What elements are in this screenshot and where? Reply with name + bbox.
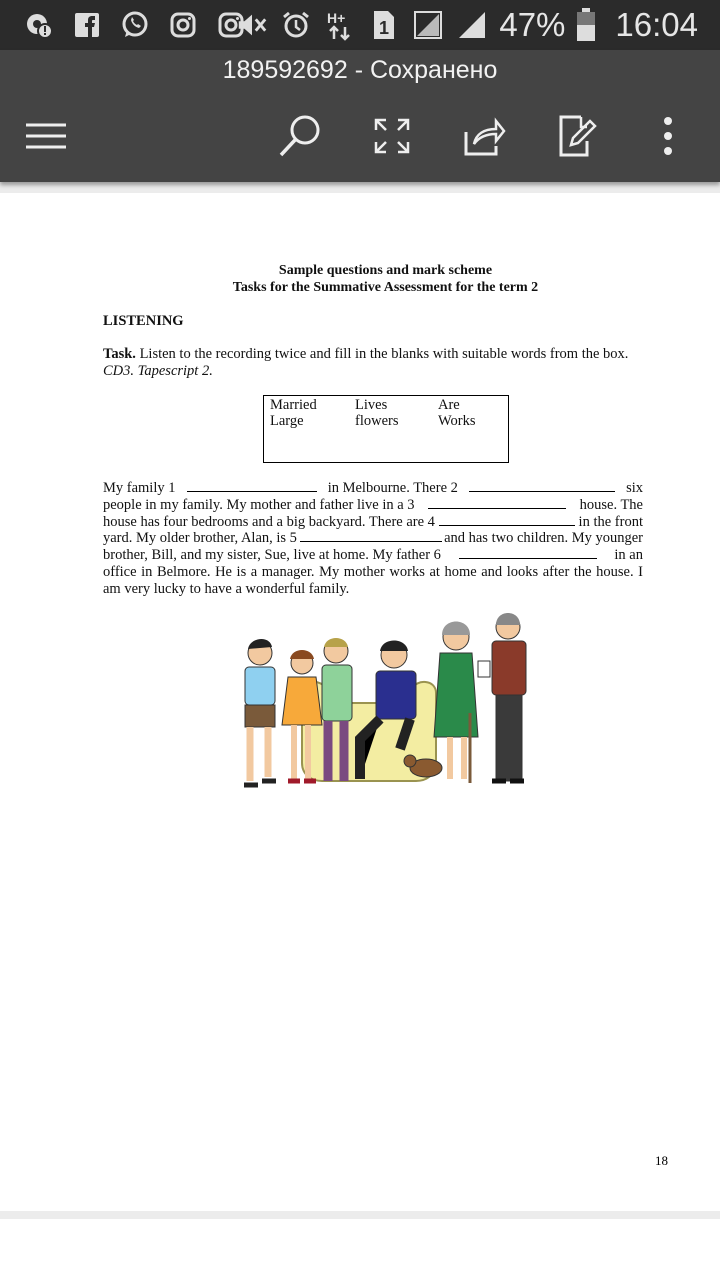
- more-options-button[interactable]: [640, 110, 696, 162]
- signal-icon: [455, 9, 489, 41]
- battery-percent: 47%: [499, 6, 566, 43]
- fullscreen-button[interactable]: [364, 110, 420, 162]
- menu-icon: [25, 122, 67, 150]
- paragraph-text: in Melbourne. There 2: [327, 480, 458, 496]
- edit-icon: [557, 115, 599, 157]
- paragraph-line: office in Belmore. He is a manager. My mother works at home and looks after the house. I: [103, 563, 643, 580]
- paragraph-line: [103, 530, 643, 547]
- clock: 16:04: [615, 6, 698, 43]
- word-box-cell: Married: [270, 397, 317, 413]
- data-hplus-icon: [323, 9, 357, 41]
- task-instruction: [103, 346, 663, 363]
- paragraph-text: house. The: [579, 496, 643, 513]
- app-toolbar: [0, 50, 720, 182]
- mute-icon: [235, 9, 269, 41]
- heading-subtitle: Tasks for the Summative Assessment for the term 2: [232, 280, 539, 295]
- paragraph-line: am very lucky to have a wonderful family.: [103, 580, 350, 597]
- heading-title: Sample questions and mark scheme: [278, 263, 493, 278]
- blank-1: [187, 480, 317, 492]
- section-title: LISTENING: [103, 313, 184, 329]
- blank-5: [300, 530, 442, 542]
- word-box: [263, 395, 509, 463]
- paragraph-text: My family 1: [103, 480, 176, 496]
- alarm-icon: [279, 9, 313, 41]
- share-icon: [462, 116, 506, 156]
- family-illustration: [230, 613, 550, 813]
- paragraph-line: [103, 480, 643, 497]
- svg-text:H+: H+: [327, 10, 346, 26]
- paragraph-line: [103, 547, 643, 564]
- fullscreen-icon: [372, 116, 412, 156]
- svg-text:1: 1: [379, 18, 390, 38]
- search-button[interactable]: [272, 110, 328, 162]
- facebook-icon: [70, 9, 104, 41]
- paragraph-text: in an: [614, 547, 643, 564]
- task-source: CD3. Tapescript 2.: [103, 363, 213, 379]
- instagram-icon: [166, 9, 200, 41]
- task-text: Listen to the recording twice and fill in the blanks with suitable words from the box.: [135, 346, 629, 362]
- paragraph-text: six: [626, 480, 643, 496]
- next-page-preview: [0, 1219, 720, 1280]
- fill-in-paragraph: [103, 480, 643, 598]
- task-label: Task.: [103, 346, 136, 362]
- document-title: 189592692 - Сохранено: [222, 56, 498, 84]
- document-page[interactable]: [0, 193, 720, 1211]
- paragraph-text: yard. My older brother, Alan, is 5: [103, 530, 297, 547]
- chrome-notification-icon: [22, 9, 56, 41]
- blank-6: [459, 547, 597, 559]
- battery-icon: [575, 9, 597, 41]
- word-box-cell: Lives: [355, 397, 388, 413]
- word-box-cell: Are: [438, 397, 460, 413]
- paragraph-line: [103, 497, 643, 514]
- menu-button[interactable]: [18, 110, 74, 162]
- signal-icon: [411, 9, 445, 41]
- paragraph-text: in the front: [578, 513, 643, 530]
- sim-1-icon: [367, 9, 401, 41]
- blank-4: [439, 514, 575, 526]
- share-button[interactable]: [456, 110, 512, 162]
- paragraph-text: people in my family. My mother and father live in a 3: [103, 496, 415, 513]
- word-box-cell: Large: [270, 413, 304, 429]
- status-bar: [0, 0, 720, 50]
- paragraph-line: [103, 514, 643, 531]
- edit-button[interactable]: [550, 110, 606, 162]
- search-icon: [277, 113, 323, 159]
- word-box-cell: flowers: [355, 413, 399, 429]
- paragraph-text: and has two children. My younger: [444, 530, 643, 547]
- word-box-cell: Works: [438, 413, 476, 429]
- paragraph-text: house has four bedrooms and a big backyard. There are 4: [103, 513, 435, 530]
- more-icon: [662, 116, 674, 156]
- blank-2: [469, 480, 615, 492]
- page-number: 18: [655, 1153, 668, 1168]
- blank-3: [428, 497, 566, 509]
- paragraph-text: brother, Bill, and my sister, Sue, live at home. My father 6: [103, 547, 441, 564]
- whatsapp-icon: [118, 9, 152, 41]
